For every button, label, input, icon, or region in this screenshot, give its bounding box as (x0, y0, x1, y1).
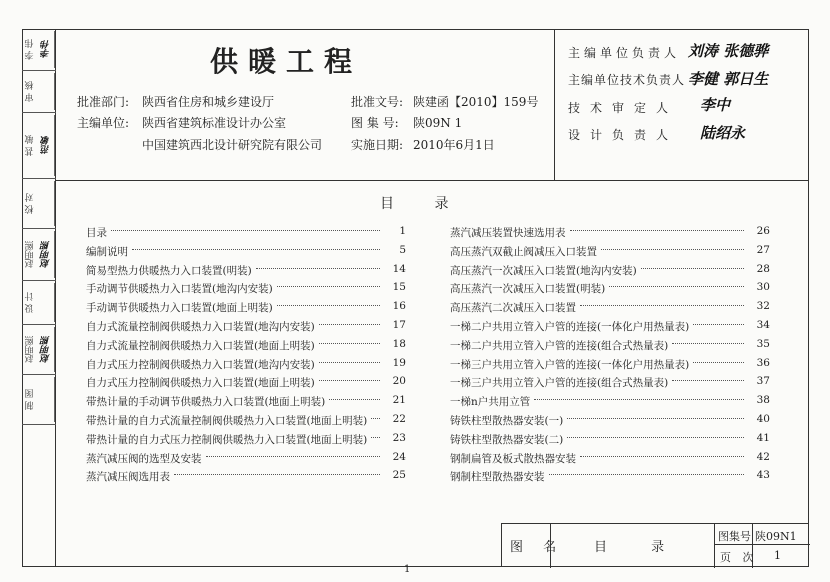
toc-item[interactable] (450, 375, 770, 394)
editor-unit-1: 陕西省建筑标准设计办公室 (142, 116, 287, 130)
strip-signature: 赵明熙 (38, 327, 55, 372)
strip-label: 赵明熙 (25, 241, 36, 268)
toc-item-page: 36 (756, 356, 770, 369)
impl-date: 2010年6月1日 (413, 138, 495, 152)
responsible-role: 设计负责人 (568, 128, 679, 142)
toc-item-title: 目录 (86, 227, 107, 239)
toc-leader-dots (319, 380, 380, 381)
strip-signature (38, 73, 55, 110)
toc-item-page: 16 (392, 300, 406, 313)
toc-item-page: 40 (756, 412, 770, 425)
toc-item-page: 20 (392, 375, 406, 388)
toc-item[interactable] (86, 375, 406, 394)
page-title: 供暖工程 (209, 45, 362, 78)
toc-item-page: 23 (392, 431, 406, 444)
toc-leader-dots (580, 456, 744, 457)
toc-item-title: 一梯n户共用立管 (450, 396, 531, 409)
toc-item[interactable] (86, 263, 406, 282)
toc-item[interactable] (86, 281, 406, 300)
toc-item[interactable] (86, 357, 406, 376)
toc-item[interactable] (450, 319, 770, 338)
strip-cell (22, 179, 56, 229)
strip-label: 校 对 (25, 193, 36, 214)
toc-item-page: 37 (756, 375, 770, 388)
toc-leader-dots (174, 474, 380, 475)
toc-item-page: 14 (392, 262, 406, 275)
toc-item-page: 34 (756, 318, 770, 331)
toc-item[interactable] (86, 451, 406, 470)
toc-item-title: 简易型热力供暖热力入口装置(明装) (86, 264, 252, 277)
toc-item-page: 26 (756, 225, 770, 237)
toc-leader-dots (277, 286, 380, 287)
toc-item-title: 带热计量的自力式压力控制阀供暖热力入口装置(地面上明装) (86, 433, 368, 446)
editor-unit-2: 中国建筑西北设计研究院有限公司 (142, 138, 323, 152)
toc-item-title: 高压蒸汽双截止阀减压入口装置 (450, 245, 597, 258)
toc-leader-dots (206, 456, 380, 457)
responsible-signature: 李健 郭日生 (688, 70, 769, 88)
strip-signature (38, 283, 55, 322)
toc-item[interactable] (86, 469, 406, 488)
atlas-label: 图集号 (718, 530, 751, 543)
toc-item-page: 18 (392, 337, 406, 350)
responsible-role: 主编单位技术负责人 (568, 73, 686, 87)
strip-label: 制 图 (25, 389, 36, 410)
toc-item-page: 35 (756, 337, 770, 350)
approval-dept: 陕西省住房和城乡建设厅 (142, 95, 275, 109)
toc-item-page: 25 (392, 469, 406, 482)
toc-leader-dots (371, 418, 380, 419)
header-divider (554, 29, 555, 180)
strip-label: 审 核 (25, 81, 36, 102)
toc-item[interactable] (450, 357, 770, 376)
toc-item-title: 带热计量的手动调节供暖热力入口装置(地面上明装) (86, 396, 326, 409)
strip-cell (22, 71, 56, 113)
toc-item-title: 高压蒸汽一次减压入口装置(地沟内安装) (450, 264, 637, 277)
toc-item[interactable] (86, 225, 406, 244)
toc-leader-dots (570, 230, 744, 231)
toc-item[interactable] (86, 300, 406, 319)
toc-item[interactable] (450, 281, 770, 300)
responsible-role: 技术审定人 (568, 101, 679, 115)
page-label: 页 次 (720, 551, 758, 564)
strip-label: 设 计 (25, 292, 36, 313)
toc-item-title: 编制说明 (86, 245, 128, 258)
strip-label: 甚 敏 (25, 135, 36, 156)
toc-item[interactable] (450, 338, 770, 357)
strip-label: 李 伟 (25, 39, 36, 60)
page-number: 1 (404, 564, 411, 575)
toc-item[interactable] (86, 338, 406, 357)
strip-cell (22, 375, 56, 425)
toc-item-title: 铸铁柱型散热器安装(二) (450, 433, 564, 446)
toc-item-title: 自力式压力控制阀供暖热力入口装置(地沟内安装) (86, 358, 315, 371)
toc-item[interactable] (450, 413, 770, 432)
toc-item-title: 钢制柱型散热器安装 (450, 471, 545, 484)
toc-leader-dots (256, 268, 380, 269)
toc-item-title: 钢制扁管及板式散热器安装 (450, 452, 576, 465)
toc-item-page: 21 (392, 394, 406, 407)
atlas-value: 陕09N1 (755, 530, 797, 543)
strip-cell (22, 113, 56, 179)
toc-heading: 目 录 (380, 196, 467, 212)
doc-no: 陕建函【2010】159号 (413, 95, 539, 109)
toc-leader-dots (601, 249, 744, 250)
strip-cell (22, 29, 56, 71)
toc-item-title: 一梯二户共用立管入户管的连接(一体化户用热量表) (450, 320, 690, 333)
toc-item[interactable] (450, 244, 770, 263)
toc-leader-dots (672, 343, 744, 344)
page-value: 1 (774, 549, 781, 562)
toc-leader-dots (567, 418, 744, 419)
atlas-no: 陕09N 1 (413, 116, 463, 130)
toc-item-title: 铸铁柱型散热器安装(一) (450, 414, 564, 427)
editor-label: 主编单位: (77, 116, 130, 130)
toc-item-title: 蒸汽减压阀的选型及安装 (86, 452, 202, 465)
side-strip (22, 29, 56, 567)
toc-item-page: 5 (399, 243, 406, 256)
toc-item-page: 24 (392, 450, 406, 463)
strip-signature (38, 377, 55, 422)
toc-item[interactable] (450, 451, 770, 470)
toc-item[interactable] (450, 300, 770, 319)
toc-item-title: 高压蒸汽二次减压入口装置 (450, 302, 576, 315)
responsible-role: 主编单位负责人 (568, 46, 681, 60)
strip-cell (22, 229, 56, 281)
toc-item-page: 19 (392, 356, 406, 369)
toc-item[interactable] (86, 394, 406, 413)
toc-item-page: 38 (756, 394, 770, 407)
toc-item-title: 自力式流量控制阀供暖热力入口装置(地沟内安装) (86, 320, 315, 333)
toc-leader-dots (609, 286, 744, 287)
toc-item-page: 42 (756, 450, 770, 463)
toc-item-page: 41 (756, 431, 770, 444)
strip-signature: 赵明熙 (38, 231, 55, 278)
atlas-no-label: 图 集 号: (351, 116, 399, 130)
toc-item-page: 17 (392, 318, 406, 331)
responsible-signature: 陆绍永 (700, 124, 746, 142)
toc-item-title: 一梯三户共用立管入户管的连接(一体化户用热量表) (450, 358, 690, 371)
strip-signature: 李伟 (38, 31, 55, 68)
toc-item-page: 43 (756, 469, 770, 482)
toc-item-title: 高压蒸汽一次减压入口装置(明装) (450, 283, 606, 296)
toc-item-page: 1 (399, 225, 406, 237)
drawing-name-label: 图 名 (510, 540, 565, 555)
toc-leader-dots (641, 268, 744, 269)
tb-divider (550, 524, 551, 568)
toc-item[interactable] (450, 432, 770, 451)
toc-leader-dots (693, 324, 744, 325)
toc-leader-dots (111, 230, 380, 231)
toc-leader-dots (580, 305, 744, 306)
toc-leader-dots (132, 249, 380, 250)
toc-leader-dots (534, 399, 744, 400)
strip-signature: 范敏 (38, 115, 55, 176)
toc-item-title: 蒸汽减压阀选用表 (86, 471, 170, 484)
toc-item[interactable] (86, 244, 406, 263)
toc-leader-dots (319, 362, 380, 363)
strip-signature (38, 181, 55, 226)
strip-cell (22, 325, 56, 375)
toc-item-title: 蒸汽减压装置快速选用表 (450, 227, 566, 239)
toc-item-page: 30 (756, 281, 770, 294)
toc-leader-dots (567, 437, 744, 438)
toc-item[interactable] (450, 225, 770, 244)
toc-item-title: 自力式流量控制阀供暖热力入口装置(地面上明装) (86, 339, 315, 352)
toc-item-title: 自力式压力控制阀供暖热力入口装置(地面上明装) (86, 377, 315, 390)
tb-row-divider (714, 544, 810, 545)
toc-leader-dots (277, 305, 380, 306)
toc-leader-dots (329, 399, 380, 400)
toc-leader-dots (693, 362, 744, 363)
toc-leader-dots (672, 380, 744, 381)
impl-date-label: 实施日期: (351, 138, 404, 152)
toc-item[interactable] (86, 432, 406, 451)
doc-no-label: 批准文号: (351, 95, 404, 109)
strip-cell (22, 281, 56, 325)
toc-item-title: 一梯三户共用立管入户管的连接(组合式热量表) (450, 377, 669, 390)
approval-dept-label: 批准部门: (77, 95, 130, 109)
toc-item[interactable] (86, 319, 406, 338)
toc-right-column (450, 225, 770, 488)
toc-item[interactable] (86, 413, 406, 432)
header-bottom-rule (56, 180, 809, 181)
strip-label: 赵明熙 (25, 336, 36, 363)
toc-item-page: 22 (392, 412, 406, 425)
toc-item-page: 28 (756, 262, 770, 275)
toc-item-title: 带热计量的自力式流量控制阀供暖热力入口装置(地面上明装) (86, 414, 368, 427)
toc-item-page: 15 (392, 281, 406, 294)
toc-item-title: 手动调节供暖热力入口装置(地面上明装) (86, 302, 273, 315)
toc-item-page: 32 (756, 300, 770, 313)
responsible-signature: 李中 (700, 96, 731, 114)
toc-item-page: 27 (756, 243, 770, 256)
toc-item-title: 手动调节供暖热力入口装置(地沟内安装) (86, 283, 273, 296)
toc-item[interactable] (450, 394, 770, 413)
toc-leader-dots (549, 474, 744, 475)
responsible-signature: 刘涛 张德骅 (688, 42, 769, 60)
toc-leader-dots (371, 437, 380, 438)
title-block (501, 523, 809, 567)
toc-leader-dots (319, 324, 380, 325)
toc-left-column (86, 225, 406, 488)
toc-item[interactable] (450, 469, 770, 488)
tb-divider (714, 524, 715, 568)
drawing-name: 目 录 (594, 540, 685, 555)
toc-leader-dots (319, 343, 380, 344)
toc-item-title: 一梯二户共用立管入户管的连接(组合式热量表) (450, 339, 669, 352)
toc-item[interactable] (450, 263, 770, 282)
